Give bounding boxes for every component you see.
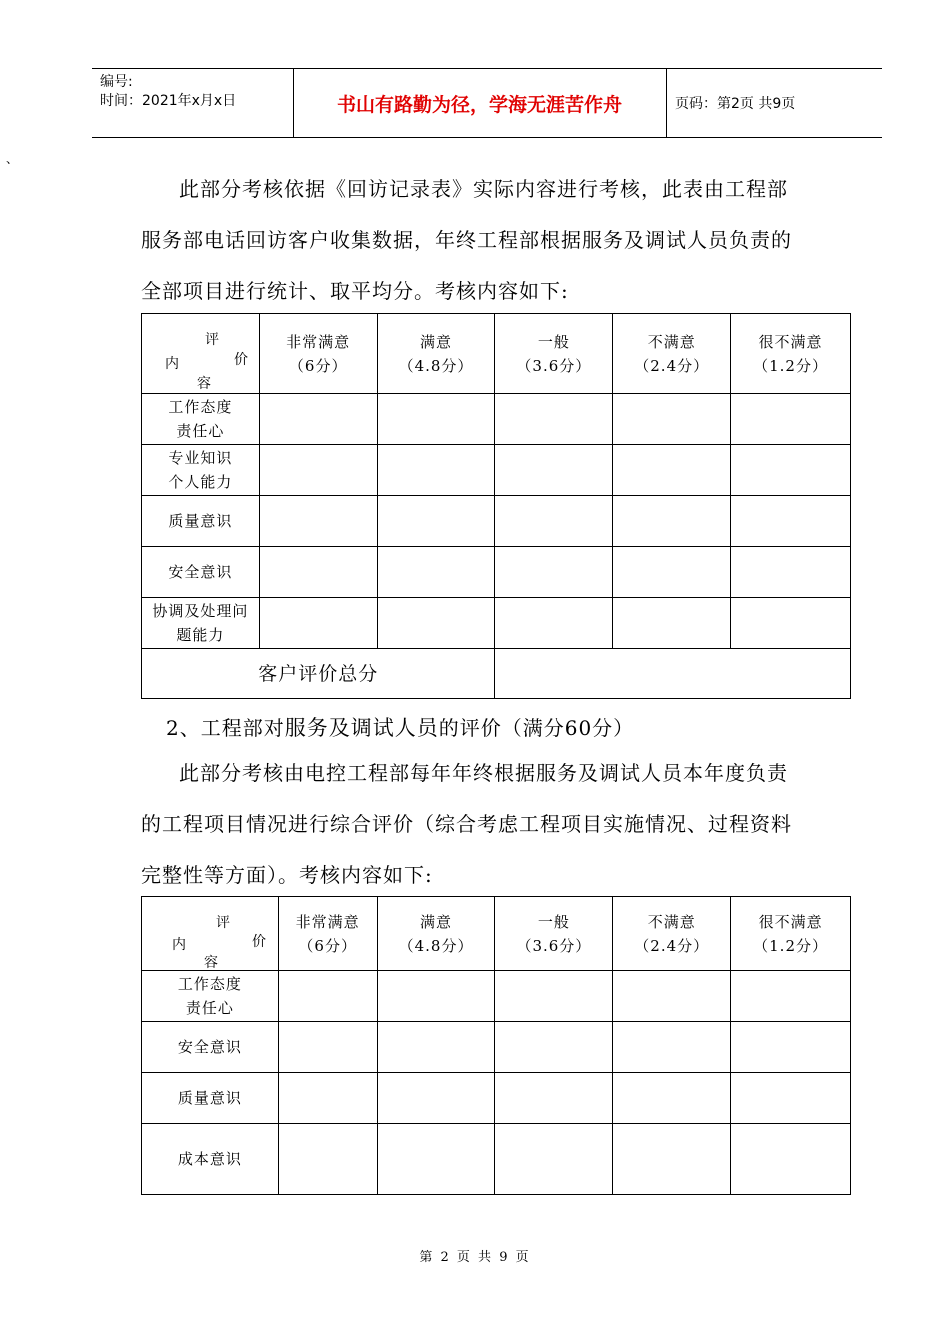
table-header-row [142, 314, 851, 394]
score-cell [613, 1073, 731, 1124]
corner-left: 内 [172, 937, 187, 953]
score-cell [613, 598, 731, 649]
score-cell [731, 971, 851, 1022]
score-cell [377, 445, 495, 496]
corner-bottom: 容 [204, 955, 219, 971]
score-cell [731, 1124, 851, 1195]
table-row [142, 496, 851, 547]
column-header: 满意 （4.8分） [377, 314, 495, 394]
evaluation-table-2 [141, 896, 851, 1195]
evaluation-table-1 [141, 313, 851, 699]
score-cell [259, 547, 377, 598]
total-row [142, 649, 851, 699]
row-label: 质量意识 [142, 496, 260, 547]
column-header: 很不满意 （1.2分） [731, 314, 851, 394]
score-cell [613, 445, 731, 496]
row-label: 专业知识 个人能力 [142, 445, 260, 496]
part2-paragraph [141, 748, 841, 901]
score-cell [278, 1022, 377, 1073]
row-label: 安全意识 [142, 1022, 279, 1073]
score-cell [731, 445, 851, 496]
corner-top: 评 [205, 332, 220, 348]
column-header: 不满意 （2.4分） [613, 897, 731, 971]
score-cell [731, 547, 851, 598]
score-cell [613, 394, 731, 445]
table-header-row [142, 897, 851, 971]
corner-bottom: 容 [197, 376, 212, 392]
corner-left: 内 [165, 356, 180, 372]
score-cell [495, 394, 613, 445]
score-cell [495, 598, 613, 649]
paragraph-line: 服务部电话回访客户收集数据，年终工程部根据服务及调试人员负责的 [141, 228, 792, 252]
score-cell [377, 1022, 495, 1073]
paragraph-line: 此部分考核依据《回访记录表》实际内容进行考核，此表由工程部 [179, 177, 788, 201]
page-header [92, 68, 882, 138]
score-cell [278, 971, 377, 1022]
stray-mark: 、 [6, 152, 19, 166]
column-header: 一般 （3.6分） [495, 897, 613, 971]
paragraph-line: 此部分考核由电控工程部每年年终根据服务及调试人员本年度负责 [179, 761, 788, 785]
row-label: 协调及处理问 题能力 [142, 598, 260, 649]
score-cell [495, 1124, 613, 1195]
header-divider [666, 69, 667, 137]
paragraph-line: 的工程项目情况进行综合评价（综合考虑工程项目实施情况、过程资料 [141, 812, 792, 836]
table-row [142, 971, 851, 1022]
score-cell [495, 445, 613, 496]
table-row [142, 1124, 851, 1195]
header-motto: 书山有路勤为径，学海无涯苦作舟 [336, 93, 622, 116]
table-row [142, 547, 851, 598]
score-cell [731, 598, 851, 649]
score-cell [613, 1124, 731, 1195]
serial-label: 编号: [100, 74, 133, 90]
score-cell [377, 496, 495, 547]
score-cell [377, 971, 495, 1022]
column-header: 非常满意 （6分） [278, 897, 377, 971]
header-meta [100, 73, 236, 111]
score-cell [377, 1124, 495, 1195]
row-label: 工作态度 责任心 [142, 971, 279, 1022]
corner-cell [142, 314, 260, 394]
score-cell [731, 1022, 851, 1073]
score-cell [613, 1022, 731, 1073]
score-cell [495, 1022, 613, 1073]
row-label: 安全意识 [142, 547, 260, 598]
score-cell [259, 445, 377, 496]
column-header: 非常满意 （6分） [259, 314, 377, 394]
row-label: 质量意识 [142, 1073, 279, 1124]
score-cell [495, 496, 613, 547]
row-label: 成本意识 [142, 1124, 279, 1195]
row-label: 工作态度 责任心 [142, 394, 260, 445]
corner-right: 价 [252, 934, 267, 950]
table-row [142, 394, 851, 445]
table-row [142, 1073, 851, 1124]
score-cell [613, 971, 731, 1022]
column-header: 一般 （3.6分） [495, 314, 613, 394]
score-cell [377, 1073, 495, 1124]
corner-cell [142, 897, 279, 971]
column-header: 满意 （4.8分） [377, 897, 495, 971]
corner-top: 评 [216, 915, 231, 931]
score-cell [377, 598, 495, 649]
score-cell [495, 1073, 613, 1124]
table-row [142, 598, 851, 649]
score-cell [495, 971, 613, 1022]
score-cell [377, 394, 495, 445]
section-2-heading: 2、工程部对服务及调试人员的评价（满分60分） [166, 716, 635, 740]
time-label: 时间：2021年x月x日 [100, 93, 237, 109]
total-value-cell [495, 649, 851, 699]
corner-right: 价 [234, 352, 249, 368]
column-header: 很不满意 （1.2分） [731, 897, 851, 971]
score-cell [613, 547, 731, 598]
paragraph-line: 全部项目进行统计、取平均分。考核内容如下: [141, 279, 569, 303]
score-cell [259, 496, 377, 547]
table-row [142, 445, 851, 496]
score-cell [731, 1073, 851, 1124]
table-row [142, 1022, 851, 1073]
header-page-info: 页码：第2页 共9页 [675, 96, 796, 112]
page-footer: 第 2 页 共 9 页 [419, 1250, 531, 1265]
score-cell [278, 1124, 377, 1195]
column-header: 不满意 （2.4分） [613, 314, 731, 394]
total-label: 客户评价总分 [142, 649, 495, 699]
score-cell [259, 598, 377, 649]
paragraph-line: 完整性等方面）。考核内容如下: [141, 863, 433, 887]
score-cell [731, 394, 851, 445]
score-cell [613, 496, 731, 547]
score-cell [731, 496, 851, 547]
part1-paragraph [141, 164, 841, 317]
score-cell [377, 547, 495, 598]
score-cell [278, 1073, 377, 1124]
score-cell [495, 547, 613, 598]
score-cell [259, 394, 377, 445]
